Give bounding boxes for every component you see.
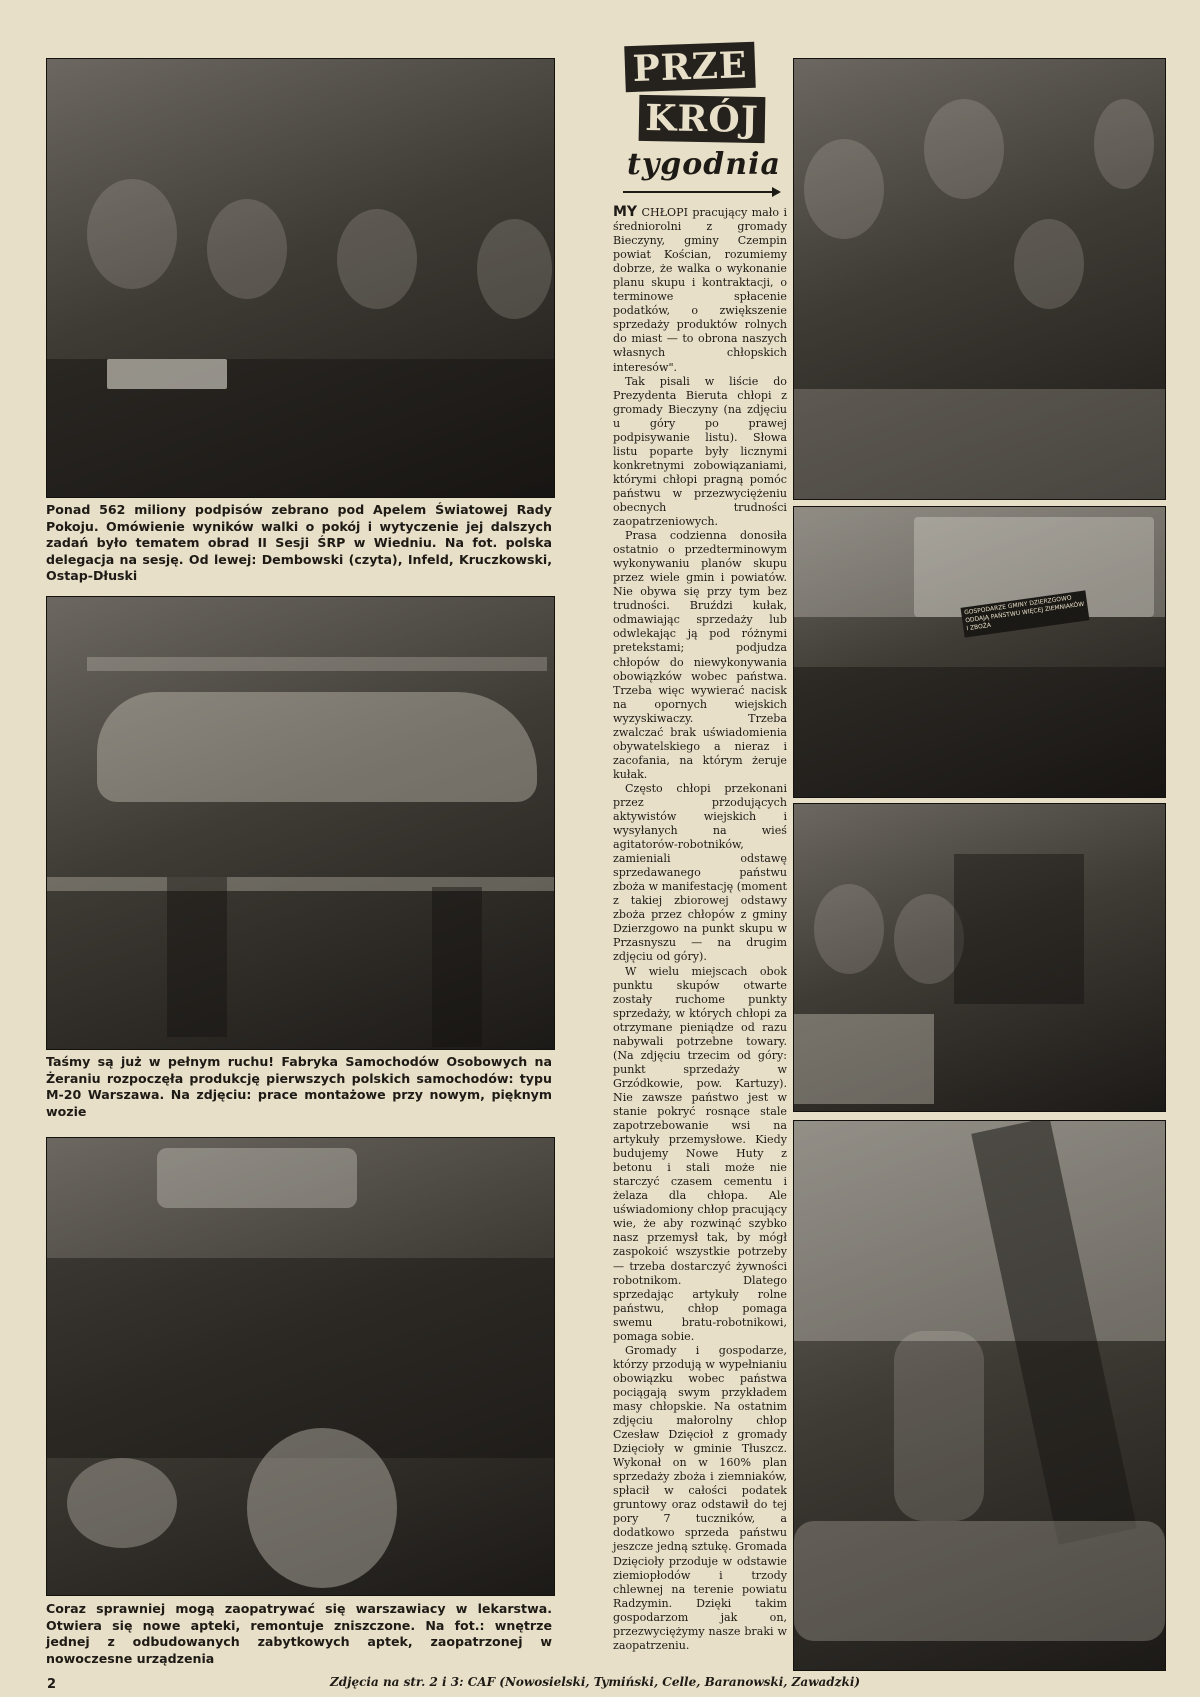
photo-credits: Zdjęcia na str. 2 i 3: CAF (Nowosielski, Tymiński, Celle, Baranowski, Zawadzki): [330, 1675, 861, 1689]
article-paragraph: [613, 205, 787, 375]
photo-pharmacy-interior: [46, 1137, 555, 1596]
article-paragraph: Często chłopi przekonani przez przodujących aktywistów wiejskich i wysyłanych na wieś agitatorów-robotników, zamieniali odstawę sprzedawanego państwu zboża w manifestację (moment z takiej zbiorowej odstawy zboża przez chłopów z gminy Dzierzgowo na punkt skupu w Przasnyszu — na drugim zdjęciu od góry).: [613, 781, 787, 964]
photo-peace-delegation: [46, 58, 555, 498]
article-column: [613, 205, 787, 1653]
caption-car-assembly: Taśmy są już w pełnym ruchu! Fabryka Samochodów Osobowych na Żeraniu rozpoczęła produkcję pierwszych polskich samochodów: typu M-20 Warszawa. Na zdjęciu: prace montażowe przy nowym, pięknym wozie: [46, 1054, 552, 1119]
photo-car-assembly: [46, 596, 555, 1050]
masthead-line-2: KRÓJ: [639, 95, 766, 143]
article-paragraph: W wielu miejscach obok punktu skupów otwarte zostały ruchome punkty sprzedaży, w których chłopi za otrzymane pieniądze od razu nabywali potrzebne towary. (Na zdjęciu trzecim od góry: punkt sprzedaży w Grzódkowie, pow. Kartuzy). Nie zawsze państwo jest w stanie pokryć rosnące stale zapotrzebowanie wsi na artykuły przemysłowe. Kiedy budujemy Nowe Huty z betonu i stali może nie starczyć czasem cementu i żelaza dla chłopa. Ale uświadomiony chłop pracujący wie, że aby rozwinąć szybko nasz przemysł tak, by mógł zaspokoić wszystkie potrzeby — trzeba dostarczyć żywności robotnikom. Dlatego sprzedając artykuły rolne państwu, chłop pomaga swemu bratu-robotnikowi, pomaga sobie.: [613, 964, 787, 1343]
masthead: [623, 44, 783, 200]
article-paragraph: Prasa codzienna donosiła ostatnio o przedterminowym wykonywaniu planów skupu przez wiele gmin i powiatów. Nie obywa się przy tym bez trudności. Bruździ kułak, odmawiając sprzedaży lub odwlekając ją pod różnymi pretekstami; podjudza chłopów do niewykonywania obowiązków wobec państwa. Trzeba więc wywierać nacisk na opornych wiejskich wyzyskiwaczy. Trzeba zwalczać brak uświadomienia obywatelskiego a nieraz i zacofania, na którym żeruje kułak.: [613, 529, 787, 781]
caption-pharmacy-interior: Coraz sprawniej mogą zaopatrywać się warszawiacy w lekarstwa. Otwiera się nowe apteki, remontuje zniszczone. Na fot.: wnętrze jednej z odbudowanych zabytkowych aptek, zaopatrzonej w nowoczesne urządzenia: [46, 1601, 552, 1666]
caption-peace-delegation: Ponad 562 miliony podpisów zebrano pod Apelem Światowej Rady Pokoju. Omówienie wyników walki o pokój i wytyczenie jej dalszych zadań było tematem obrad II Sesji ŚRP w Wiedniu. Na fot. polska delegacja na sesję. Od lewej: Dembowski (czyta), Infeld, Kruczkowski, Ostap-Dłuski: [46, 502, 552, 583]
photo-market-stall: [793, 803, 1166, 1112]
masthead-arrow: [623, 191, 773, 193]
page-number: 2: [47, 1677, 57, 1692]
photo-farmers-signing: [793, 58, 1166, 500]
demonstration-banner: GOSPODARZE GMINY DZIERZGOWO ODDAJĄ PAŃSTWU WIĘCEJ ZIEMNIAKÓW I ZBOŻA: [961, 590, 1090, 637]
article-paragraph-text: CHŁOPI pracujący mało i średniorolni z gromady Bieczyny, gminy Czempin powiat Kościan, rozumiemy dobrze, że walka o wykonanie planu skupu i kontraktacji, o terminowe spłacenie podatków, o zwiększenie sprzedaży produktów rolnych do miast — to obrona naszych własnych chłopskich interesów".: [613, 206, 787, 374]
masthead-subtitle: tygodnia: [627, 147, 781, 182]
photo-grain-carts: [793, 506, 1166, 798]
article-paragraph: Tak pisali w liście do Prezydenta Bieruta chłopi z gromady Bieczyny (na zdjęciu u góry po prawej podpisywanie listu). Słowa listu poparte były licznymi konkretnymi zobowiązaniami, którymi chłopi pragną pomóc państwu w przezwyciężeniu obecnych trudności zaopatrzeniowych.: [613, 374, 787, 529]
article-dropcap: MY: [613, 204, 638, 220]
photo-farmer-pigs: [793, 1120, 1166, 1671]
masthead-line-1: PRZE: [624, 42, 756, 93]
article-paragraph: Gromady i gospodarze, którzy przodują w wypełnianiu obowiązku wobec państwa pociągają swym przykładem masy chłopskie. Na ostatnim zdjęciu małorolny chłop Czesław Dzięcioł z gromady Dzięcioły w gminie Tłuszcz. Wykonał on w 160% plan sprzedaży zboża i ziemniaków, spłacił w całości podatek gruntowy oraz odstawił do tej pory 7 tuczników, a dodatkowo sprzeda państwu jeszcze jedną sztukę. Gromada Dzięcioły przoduje w odstawie ziemiopłodów i trzody chlewnej na terenie powiatu Radzymin. Dzięki takim gospodarzom jak on, przezwyciężymy nasze braki w zaopatrzeniu.: [613, 1343, 787, 1652]
